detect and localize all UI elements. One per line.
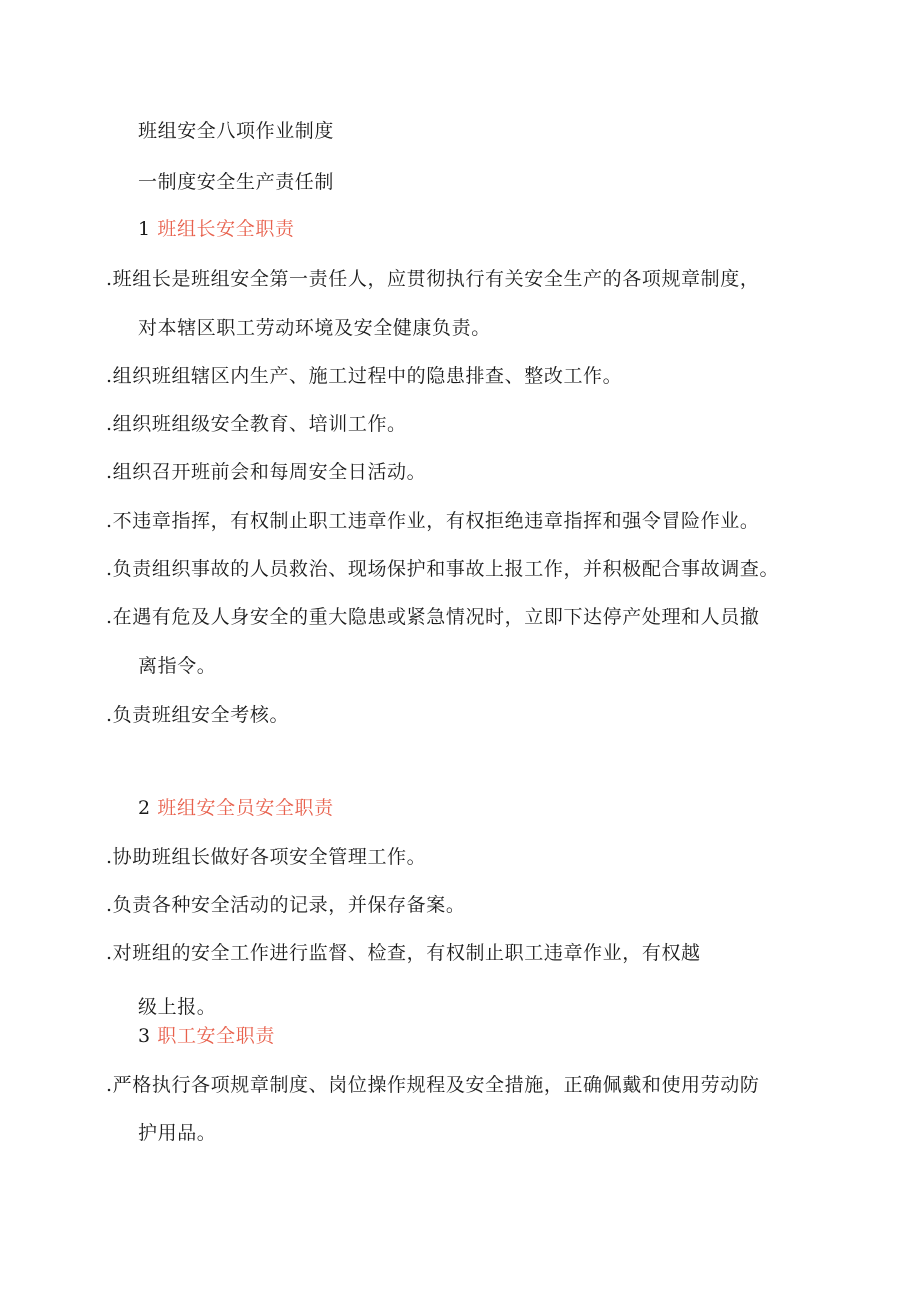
section-number: 1 <box>138 218 151 240</box>
section-title: 职工安全职责 <box>157 1025 275 1047</box>
list-item: .负责班组安全考核。 <box>106 704 290 726</box>
list-item: .组织班组级安全教育、培训工作。 <box>106 413 407 435</box>
list-item: .不违章指挥，有权制止职工违章作业，有权拒绝违章指挥和强令冒险作业。 <box>106 510 760 532</box>
section-number: 3 <box>138 1025 151 1047</box>
section-number: 2 <box>138 797 151 819</box>
list-item-continuation: 级上报。 <box>138 996 217 1018</box>
list-item: .在遇有危及人身安全的重大隐患或紧急情况时，立即下达停产处理和人员撤 <box>106 606 760 628</box>
list-item: .对班组的安全工作进行监督、检查，有权制止职工违章作业，有权越 <box>106 942 701 964</box>
list-item: .组织召开班前会和每周安全日活动。 <box>106 461 427 483</box>
section-heading <box>138 1024 275 1048</box>
section-heading <box>138 796 334 820</box>
list-item: .协助班组长做好各项安全管理工作。 <box>106 846 427 868</box>
list-item-continuation: 对本辖区职工劳动环境及安全健康负责。 <box>138 317 491 339</box>
section-heading <box>138 217 295 241</box>
list-item: .负责各种安全活动的记录，并保存备案。 <box>106 894 466 916</box>
section-title: 班组安全员安全职责 <box>157 797 334 819</box>
chapter-heading: 一制度安全生产责任制 <box>138 171 335 193</box>
list-item: .负责组织事故的人员救治、现场保护和事故上报工作，并积极配合事故调查。 <box>106 558 780 580</box>
list-item: .组织班组辖区内生产、施工过程中的隐患排查、整改工作。 <box>106 365 623 387</box>
section-title: 班组长安全职责 <box>157 218 295 240</box>
list-item: .严格执行各项规章制度、岗位操作规程及安全措施，正确佩戴和使用劳动防 <box>106 1074 760 1096</box>
list-item-continuation: 护用品。 <box>138 1122 217 1144</box>
document-title: 班组安全八项作业制度 <box>138 120 335 142</box>
list-item: .班组长是班组安全第一责任人，应贯彻执行有关安全生产的各项规章制度， <box>106 268 760 290</box>
list-item-continuation: 离指令。 <box>138 655 217 677</box>
